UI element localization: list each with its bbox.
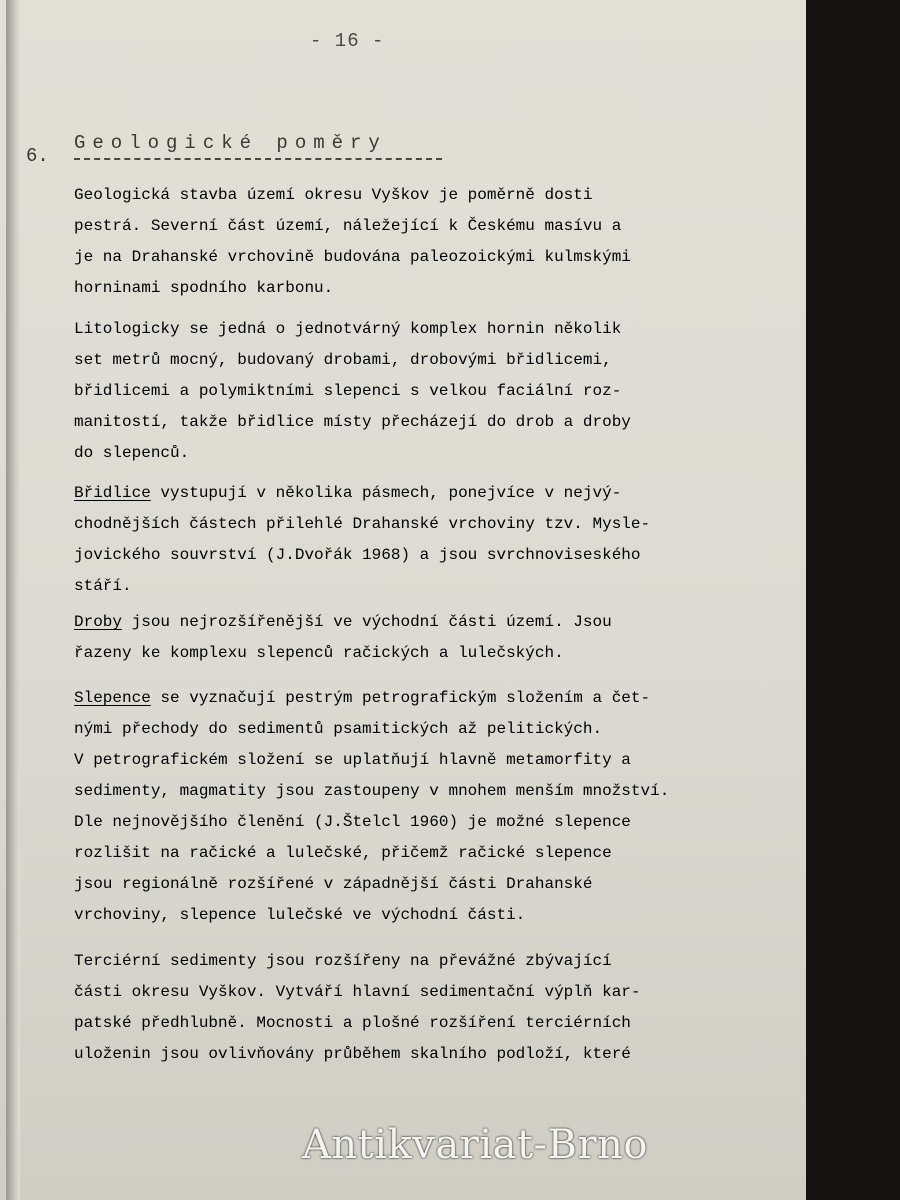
page-number: - 16 - (310, 30, 385, 52)
term-bridlice: Břidlice (74, 484, 151, 502)
section-number: 6. (26, 145, 49, 167)
text-line: Dle nejnovějšího členění (J.Štelcl 1960) je možné slepence (74, 813, 631, 831)
text-line: stáří. (74, 577, 132, 595)
paragraph-intro (74, 180, 786, 304)
text-line: uloženin jsou ovlivňovány průběhem skalního podloží, které (74, 1045, 631, 1063)
paragraph-slepence (74, 683, 786, 931)
paragraph-bridlice (74, 478, 786, 602)
term-droby: Droby (74, 613, 123, 631)
text-line: rozlišit na račické a lulečské, přičemž račické slepence (74, 844, 612, 862)
text-line: břidlicemi a polymiktními slepenci s velkou faciální roz- (74, 382, 622, 400)
text-line: set metrů mocný, budovaný drobami, drobovými břidlicemi, (74, 351, 612, 369)
text-line: jsou regionálně rozšířené v západnější části Drahanské (74, 875, 593, 893)
text-line: vystupují v několika pásmech, ponejvíce v nejvý- (150, 484, 622, 502)
text-line: V petrografickém složení se uplatňují hlavně metamorfity a (74, 751, 631, 769)
paragraph-lithology (74, 314, 786, 469)
page-binding-edge (6, 0, 20, 1200)
paragraph-tercier (74, 946, 786, 1070)
section-heading: Geologické poměry (74, 132, 387, 154)
text-line: horninami spodního karbonu. (74, 279, 334, 297)
text-line: se vyznačují pestrým petrografickým složením a čet- (150, 689, 651, 707)
text-line: části okresu Vyškov. Vytváří hlavní sedimentační výplň kar- (74, 983, 641, 1001)
term-slepence: Slepence (74, 689, 151, 707)
watermark-logo: Antikvariat-Brno (302, 1122, 648, 1168)
text-line: chodnějších částech přilehlé Drahanské vrchoviny tzv. Mysle- (74, 515, 651, 533)
text-line: pestrá. Severní část území, náležející k Českému masívu a (74, 217, 622, 235)
text-line: jovického souvrství (J.Dvořák 1968) a jsou svrchnoviseského (74, 546, 641, 564)
text-line: jsou nejrozšířenější ve východní části území. Jsou (122, 613, 612, 631)
paragraph-droby (74, 607, 786, 669)
text-line: Terciérní sedimenty jsou rozšířeny na převážné zbývající (74, 952, 612, 970)
text-line: Geologická stavba území okresu Vyškov je poměrně dosti (74, 186, 593, 204)
text-line: patské předhlubně. Mocnosti a plošné rozšíření terciérních (74, 1014, 631, 1032)
text-line: vrchoviny, slepence lulečské ve východní části. (74, 906, 526, 924)
text-line: řazeny ke komplexu slepenců račických a lulečských. (74, 644, 564, 662)
text-line: Litologicky se jedná o jednotvárný komplex hornin několik (74, 320, 622, 338)
text-line: nými přechody do sedimentů psamitických až pelitických. (74, 720, 603, 738)
text-line: sedimenty, magmatity jsou zastoupeny v mnohem menším množství. (74, 782, 670, 800)
text-line: manitostí, takže břidlice místy přecházejí do drob a droby (74, 413, 631, 431)
text-line: do slepenců. (74, 444, 190, 462)
heading-underline (74, 158, 442, 160)
text-line: je na Drahanské vrchovině budována paleozoickými kulmskými (74, 248, 631, 266)
